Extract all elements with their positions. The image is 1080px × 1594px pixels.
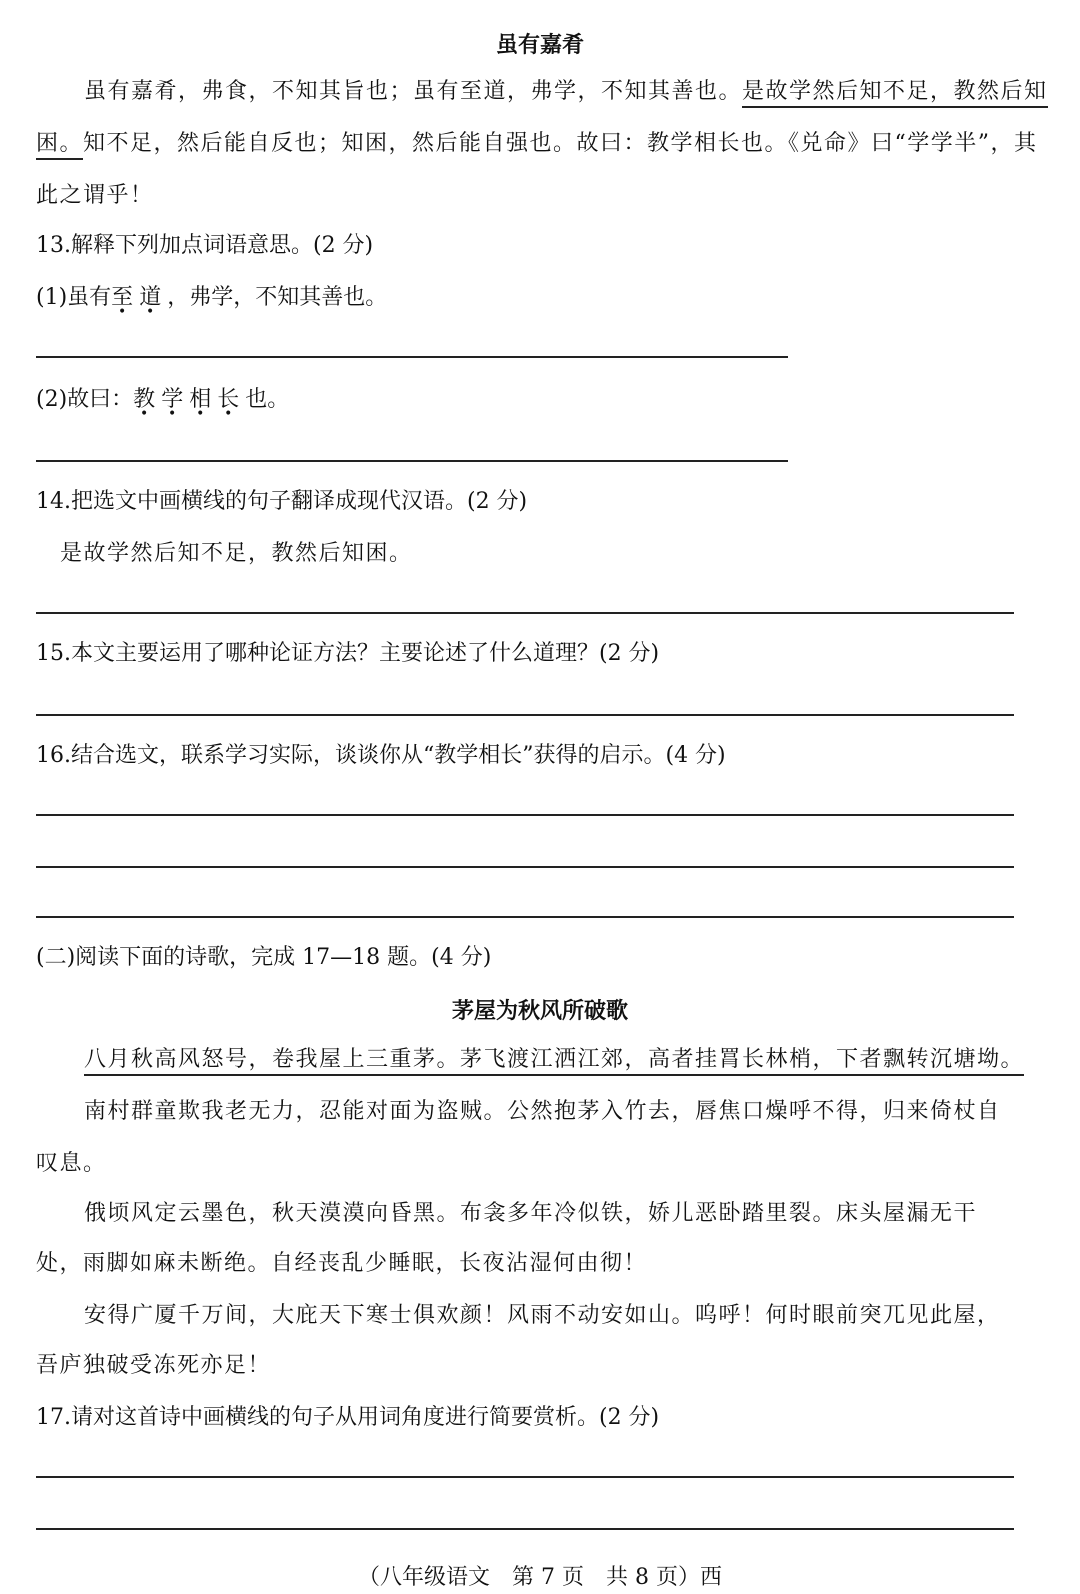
answer-line[interactable] [36,460,788,462]
q13-2-text: (2)故曰： [36,387,134,412]
answer-line[interactable] [36,1528,1014,1530]
answer-line[interactable] [36,814,1014,816]
answer-line[interactable] [36,866,1014,868]
question-16: 16.结合选文，联系学习实际，谈谈你从“教学相长”获得的启示。(4 分) [36,743,726,768]
underlined-sentence-end: 困。 [36,131,83,160]
question-13: 13.解释下列加点词语意思。(2 分) [36,233,374,258]
passage-text: 知不足，然后能自反也；知困，然后能自强也。故曰：教学相长也。《兑命》曰“学学半”，其 [83,131,1038,156]
answer-line[interactable] [36,916,1014,918]
poem-title: 茅屋为秋风所破歌 [451,998,628,1024]
underlined-sentence: 是故学然后知不足，教然后知 [742,79,1048,108]
poem-line-1 [84,1046,1024,1074]
question-14: 14.把选文中画横线的句子翻译成现代汉语。(2 分) [36,489,528,514]
q13-1-text: (1)虽有 [36,285,112,310]
dotted-char: 学 [161,387,190,412]
dotted-char: 教 [133,387,162,412]
passage-line-1 [84,78,1048,106]
passage-text: 虽有嘉肴，弗食，不知其旨也；虽有至道，弗学，不知其善也。 [84,79,743,104]
passage-title: 虽有嘉肴 [495,32,584,58]
question-15: 15.本文主要运用了哪种论证方法？主要论述了什么道理？(2 分) [36,641,660,666]
answer-line[interactable] [36,612,1014,614]
poem-line-3: 叹息。 [36,1151,107,1176]
poem-line-6: 安得广厦千万间，大庇天下寒士俱欢颜！风雨不动安如山。呜呼！何时眼前突兀见此屋， [84,1303,1001,1328]
underlined-poem-sentence: 八月秋高风怒号，卷我屋上三重茅。茅飞渡江洒江郊，高者挂罥长林梢，下者飘转沉塘坳。 [84,1047,1024,1076]
answer-line[interactable] [36,714,1014,716]
q13-2-text-end: 也。 [245,387,290,412]
question-13-part-2 [36,386,289,414]
poem-line-5: 处，雨脚如麻未断绝。自经丧乱少睡眠，长夜沾湿何由彻！ [36,1251,648,1276]
answer-line[interactable] [36,1476,1014,1478]
answer-line[interactable] [36,356,788,358]
dotted-char: 长 [217,387,246,412]
dotted-char: 道 [139,285,168,310]
dotted-word [111,285,167,310]
question-17: 17.请对这首诗中画横线的句子从用词角度进行简要赏析。(2 分) [36,1405,660,1430]
poem-line-2: 南村群童欺我老无力，忍能对面为盗贼。公然抱茅入竹去，唇焦口燥呼不得，归来倚杖自 [84,1099,1001,1124]
passage-line-3: 此之谓乎！ [36,183,154,208]
section-2-heading: (二)阅读下面的诗歌，完成 17—18 题。(4 分) [36,945,492,970]
question-14-sentence: 是故学然后知不足，教然后知困。 [60,541,413,566]
dotted-word [133,387,245,412]
passage-line-2 [36,130,1038,158]
dotted-char: 相 [189,387,218,412]
poem-line-7: 吾庐独破受冻死亦足！ [36,1353,272,1378]
q13-1-text-end: ，弗学，不知其善也。 [167,285,388,310]
question-13-part-1 [36,284,387,312]
poem-line-4: 俄顷风定云墨色，秋天漠漠向昏黑。布衾多年冷似铁，娇儿恶卧踏里裂。床头屋漏无干 [84,1201,978,1226]
dotted-char: 至 [111,285,140,310]
page-footer: （八年级语文 第 7 页 共 8 页）西 [358,1565,722,1590]
